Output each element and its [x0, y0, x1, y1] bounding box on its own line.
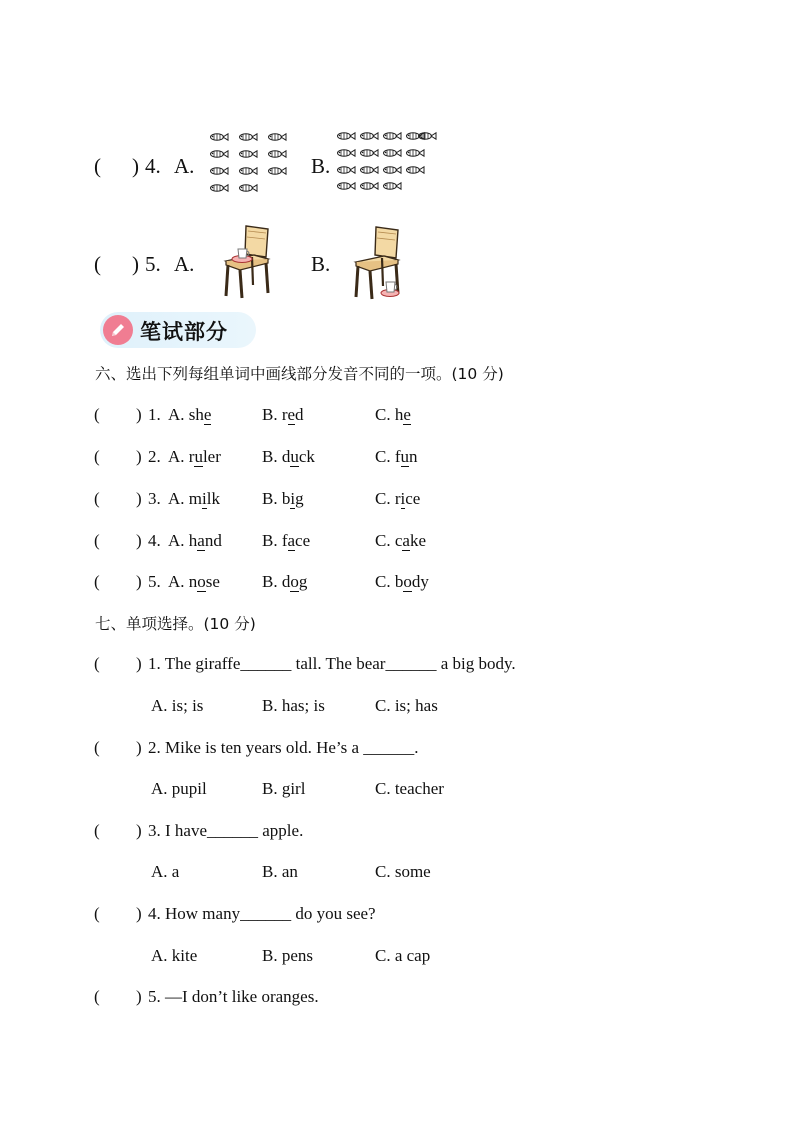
answer-paren-open[interactable]: ( — [94, 405, 100, 424]
option-a-label: A. — [174, 154, 195, 178]
answer-paren-open[interactable]: ( — [94, 531, 100, 550]
option-b: B. face — [262, 531, 311, 550]
answer-paren-close: ) — [136, 987, 142, 1006]
option-a: A. ruler — [168, 447, 221, 466]
answer-paren-close: ) — [136, 572, 142, 591]
option-c: C. cake — [375, 531, 426, 550]
option-b: B. duck — [262, 447, 315, 466]
question-number: 4. — [148, 531, 161, 550]
option-b: B. dog — [262, 572, 308, 591]
option-a: A. pupil — [151, 779, 207, 798]
fish-group-b-image — [334, 130, 438, 196]
option-b: B. red — [262, 405, 304, 424]
answer-paren-close: ) — [136, 531, 142, 550]
option-b: B. an — [262, 862, 298, 881]
answer-paren-open[interactable]: ( — [94, 987, 100, 1006]
question-text: 5. —I don’t like oranges. — [148, 987, 319, 1006]
option-c: C. body — [375, 572, 429, 591]
option-a: A. a — [151, 862, 180, 881]
answer-paren-close: ) — [132, 154, 139, 178]
option-c: C. he — [375, 405, 411, 424]
pencil-icon — [103, 315, 133, 345]
option-c: C. fun — [375, 447, 418, 466]
answer-paren-close: ) — [136, 405, 142, 424]
fish-group-a-image — [206, 131, 292, 197]
option-b: B. big — [262, 489, 304, 508]
answer-paren-open[interactable]: ( — [94, 447, 100, 466]
option-c: C. is; has — [375, 696, 438, 715]
option-c: C. a cap — [375, 946, 431, 965]
question-text: 3. I have______ apple. — [148, 821, 304, 840]
answer-paren-close: ) — [136, 654, 142, 673]
answer-paren-open[interactable]: ( — [94, 154, 101, 178]
question-text: 4. How many______ do you see? — [148, 904, 376, 923]
option-a: A. kite — [151, 946, 198, 965]
section-7-heading: 七、单项选择。(10 分) — [95, 615, 256, 633]
question-number: 5. — [148, 572, 161, 591]
question-number: 2. — [148, 447, 161, 466]
question-text: 2. Mike is ten years old. He’s a ______. — [148, 738, 419, 757]
answer-paren-open[interactable]: ( — [94, 904, 100, 923]
answer-paren-open[interactable]: ( — [94, 821, 100, 840]
answer-paren-open[interactable]: ( — [94, 489, 100, 508]
option-c: C. some — [375, 862, 431, 881]
option-c: C. teacher — [375, 779, 444, 798]
chair-with-cup-under-image — [352, 224, 408, 300]
option-b-label: B. — [311, 252, 331, 276]
answer-paren-close: ) — [136, 738, 142, 757]
option-a: A. is; is — [151, 696, 204, 715]
answer-paren-open[interactable]: ( — [94, 738, 100, 757]
question-number: 5. — [145, 252, 161, 276]
chair-with-cup-on-image — [222, 223, 274, 299]
option-b: B. has; is — [262, 696, 325, 715]
banner-title: 笔试部分 — [140, 320, 228, 344]
answer-paren-close: ) — [136, 489, 142, 508]
option-a: A. she — [168, 405, 212, 424]
answer-paren-close: ) — [132, 252, 139, 276]
option-c: C. rice — [375, 489, 421, 508]
question-number: 3. — [148, 489, 161, 508]
option-b: B. girl — [262, 779, 306, 798]
option-b-label: B. — [311, 154, 331, 178]
question-number: 1. — [148, 405, 161, 424]
answer-paren-close: ) — [136, 447, 142, 466]
answer-paren-close: ) — [136, 821, 142, 840]
section-6-heading: 六、选出下列每组单词中画线部分发音不同的一项。(10 分) — [95, 365, 504, 383]
answer-paren-close: ) — [136, 904, 142, 923]
option-b: B. pens — [262, 946, 313, 965]
option-a: A. hand — [168, 531, 222, 550]
option-a: A. milk — [168, 489, 220, 508]
option-a: A. nose — [168, 572, 220, 591]
question-number: 4. — [145, 154, 161, 178]
question-text: 1. The giraffe______ tall. The bear______ a big body. — [148, 654, 516, 673]
answer-paren-open[interactable]: ( — [94, 654, 100, 673]
answer-paren-open[interactable]: ( — [94, 252, 101, 276]
option-a-label: A. — [174, 252, 195, 276]
answer-paren-open[interactable]: ( — [94, 572, 100, 591]
